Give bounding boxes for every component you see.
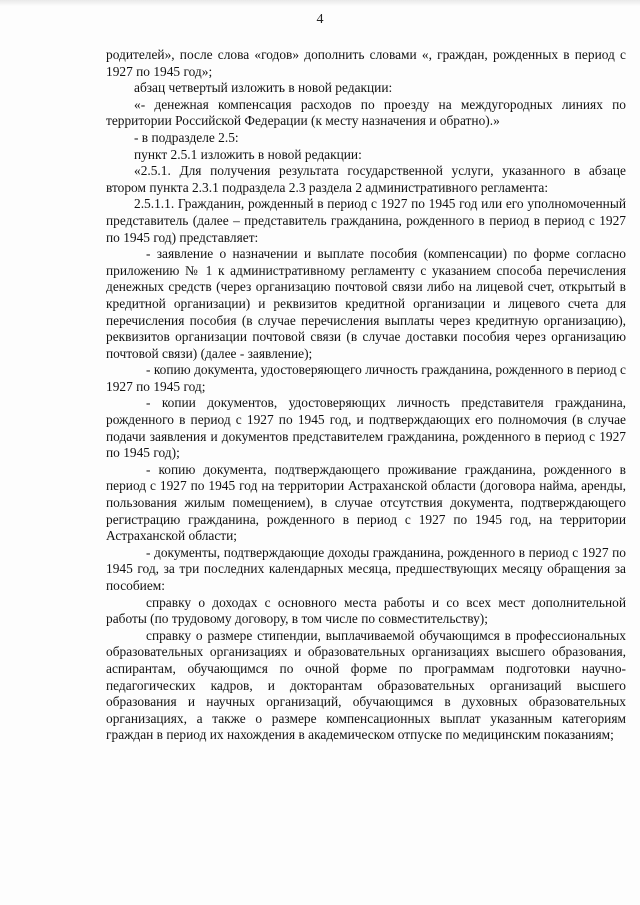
paragraph-9: - копию документа, удостоверяющего личность гражданина, рожденного в период с 1927 по 1945 год; bbox=[106, 362, 626, 394]
paragraph-2: абзац четвертый изложить в новой редакции: bbox=[134, 80, 393, 96]
paragraph-5: пункт 2.5.1 изложить в новой редакции: bbox=[134, 146, 362, 162]
page-number: 4 bbox=[316, 12, 324, 27]
paragraph-3: «- денежная компенсация расходов по проезду на междугородных линиях по территории Российской Федерации (к месту назначения и обратно).» bbox=[106, 96, 626, 129]
paragraph-1: родителей», после слова «годов» дополнить словами «, граждан, рожденных в период с 1927 по 1945 год»; bbox=[106, 47, 626, 79]
paragraph-6: «2.5.1. Для получения результата государственной услуги, указанного в абзаце втором пункта 2.3.1 подраздела 2.3 раздела 2 административного регламента: bbox=[106, 163, 626, 195]
paragraph-4: - в подразделе 2.5: bbox=[134, 129, 239, 145]
paragraph-7: 2.5.1.1. Гражданин, рожденный в период с 1927 по 1945 год или его уполномоченный представитель (далее – представитель гражданина, рожденного в период в период с 1927 по 1945 год) представляет: bbox=[106, 196, 626, 245]
paragraph-11: - копию документа, подтверждающего проживание гражданина, рожденного в период с 1927 по 1945 год на территории Астраханской области (договора найма, аренды, пользования жилым помещением), в случае отсутствия документа, подтверждающего регистрацию гражданина, рожденного в период с 1927 по 1945 год, на территории Астраханской области; bbox=[106, 461, 626, 544]
paragraph-13: справку о доходах с основного места работы и со всех мест дополнительной работы (по трудовому договору, в том числе по совместительству); bbox=[106, 594, 626, 627]
paragraph-10: - копии документов, удостоверяющих личность представителя гражданина, рожденного в период с 1927 по 1945 год, и подтверждающих его полномочия (в случае подачи заявления и документов представителем гражданина, рожденного в период с 1927 по 1945 год); bbox=[106, 395, 626, 461]
scan-edge bbox=[0, 0, 640, 6]
document-body bbox=[106, 47, 626, 744]
paragraph-14: справку о размере стипендии, выплачиваемой обучающимся в профессиональных образовательных организациях и образовательных организациях высшего образования, аспирантам, обучающимся по очной форме по программам подготовки научно-педагогических кадров, и докторантам образовательных организаций высшего образования и научных организаций, обучающимся в духовных образовательных организациях, а также о размере компенсационных выплат указанным категориям граждан в период их нахождения в академическом отпуске по медицинским показаниям; bbox=[106, 627, 626, 743]
paragraph-12: - документы, подтверждающие доходы гражданина, рожденного в период с 1927 по 1945 год, за три последних календарных месяца, предшествующих месяцу обращения за пособием: bbox=[106, 544, 626, 593]
paragraph-8: - заявление о назначении и выплате пособия (компенсации) по форме согласно приложению № 1 к административному регламенту с указанием способа перечисления денежных средств (через организацию почтовой связи либо на лицевой счет, открытый в кредитной организации) и реквизитов кредитной организации и лицевого счета для перечисления пособия (в случае перечисления выплаты через кредитную организацию), реквизитов организации почтовой связи (в случае доставки пособия через организацию почтовой связи) (далее - заявление); bbox=[106, 246, 626, 361]
